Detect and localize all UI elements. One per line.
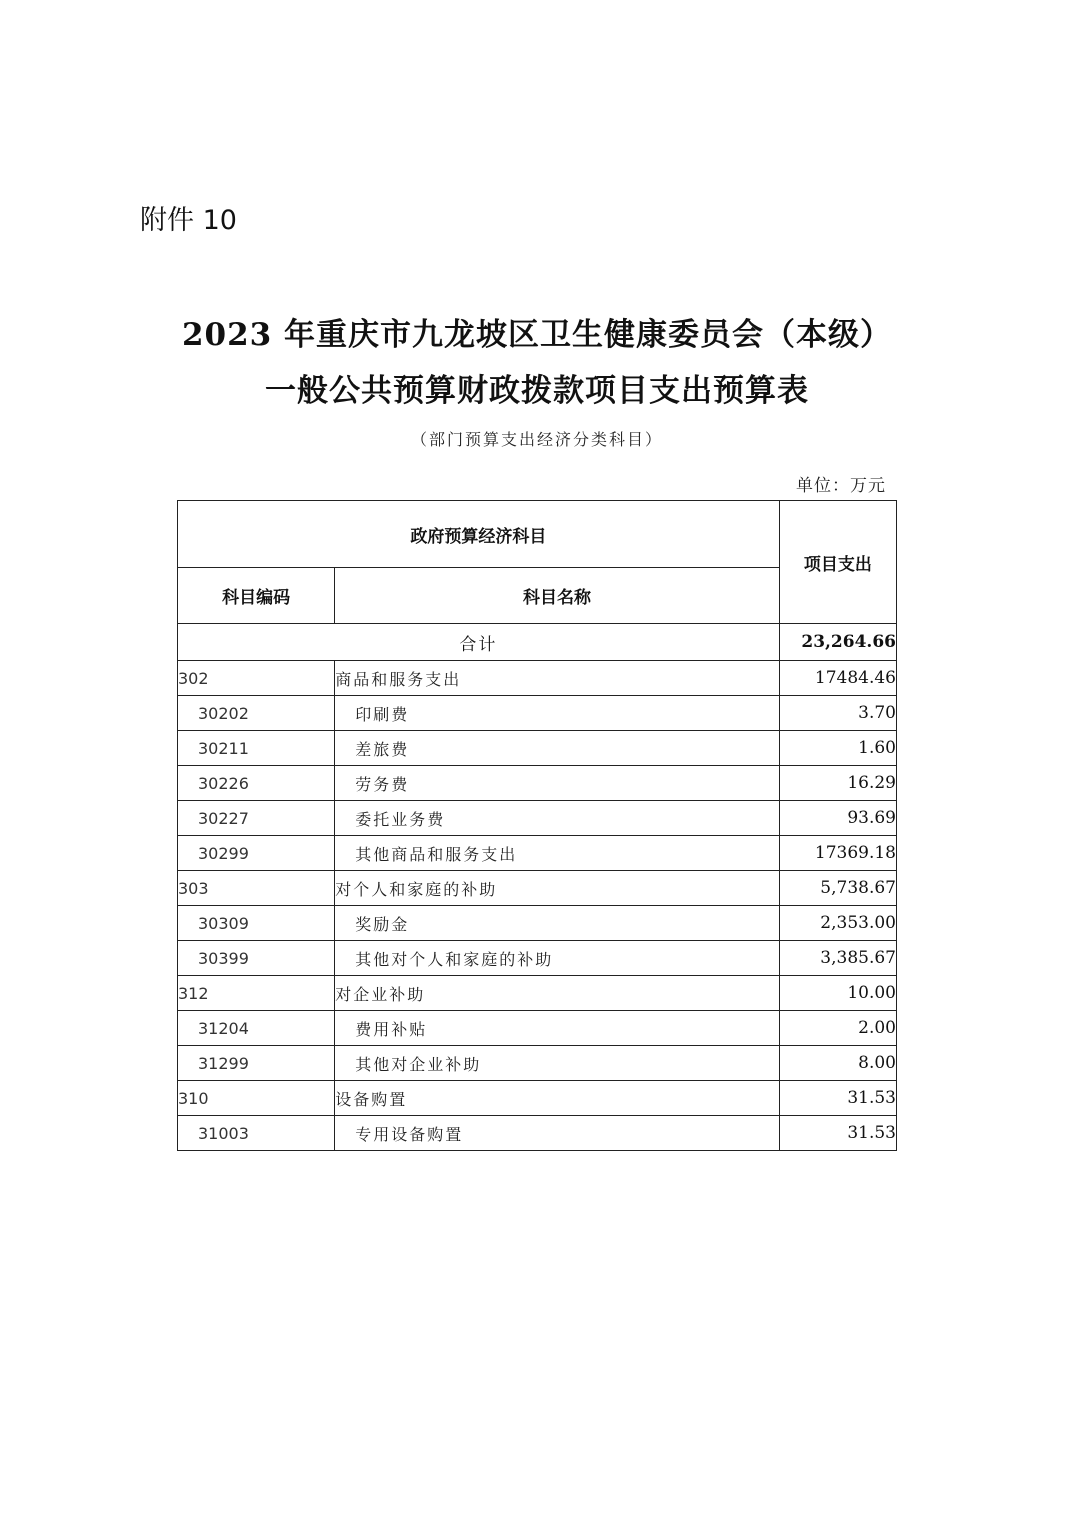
- table-row: [178, 871, 897, 906]
- row-code: 30226: [178, 766, 335, 801]
- row-name: 设备购置: [335, 1081, 780, 1116]
- total-amount: 23,264.66: [779, 624, 896, 661]
- row-amount: 1.60: [779, 731, 896, 766]
- table-row: [178, 1116, 897, 1151]
- row-name: 商品和服务支出: [335, 661, 780, 696]
- row-name: 对个人和家庭的补助: [335, 871, 780, 906]
- row-name: 差旅费: [335, 731, 780, 766]
- table-row: [178, 941, 897, 976]
- row-code: 30227: [178, 801, 335, 836]
- name-header: 科目名称: [335, 568, 780, 624]
- table-row: [178, 731, 897, 766]
- table-row: [178, 1011, 897, 1046]
- row-code: 30309: [178, 906, 335, 941]
- row-amount: 31.53: [779, 1116, 896, 1151]
- row-name: 专用设备购置: [335, 1116, 780, 1151]
- row-code: 31204: [178, 1011, 335, 1046]
- row-code: 30299: [178, 836, 335, 871]
- table-row: [178, 976, 897, 1011]
- row-name: 其他商品和服务支出: [335, 836, 780, 871]
- table-row: [178, 801, 897, 836]
- row-amount: 8.00: [779, 1046, 896, 1081]
- table-row: [178, 766, 897, 801]
- row-amount: 3.70: [779, 696, 896, 731]
- total-row: [178, 624, 897, 661]
- row-amount: 5,738.67: [779, 871, 896, 906]
- row-name: 其他对企业补助: [335, 1046, 780, 1081]
- row-amount: 16.29: [779, 766, 896, 801]
- table-row: [178, 696, 897, 731]
- row-code: 302: [178, 661, 335, 696]
- row-code: 30202: [178, 696, 335, 731]
- row-code: 31003: [178, 1116, 335, 1151]
- row-name: 奖励金: [335, 906, 780, 941]
- total-label: 合计: [178, 624, 780, 661]
- row-code: 30211: [178, 731, 335, 766]
- group-header: 政府预算经济科目: [178, 501, 780, 568]
- document-title-line-1: 2023 年重庆市九龙坡区卫生健康委员会（本级）: [181, 317, 893, 353]
- unit-label: 单位：万元: [796, 476, 886, 496]
- row-name: 印刷费: [335, 696, 780, 731]
- row-name: 其他对个人和家庭的补助: [335, 941, 780, 976]
- row-amount: 93.69: [779, 801, 896, 836]
- row-amount: 2,353.00: [779, 906, 896, 941]
- row-code: 31299: [178, 1046, 335, 1081]
- row-amount: 17484.46: [779, 661, 896, 696]
- row-code: 312: [178, 976, 335, 1011]
- row-code: 30399: [178, 941, 335, 976]
- row-name: 劳务费: [335, 766, 780, 801]
- budget-table: [177, 500, 897, 1151]
- row-amount: 17369.18: [779, 836, 896, 871]
- row-name: 委托业务费: [335, 801, 780, 836]
- table-row: [178, 1046, 897, 1081]
- table-row: [178, 661, 897, 696]
- row-code: 303: [178, 871, 335, 906]
- attachment-label: 附件 10: [140, 205, 237, 236]
- row-amount: 10.00: [779, 976, 896, 1011]
- amount-header: 项目支出: [779, 501, 896, 624]
- table-row: [178, 836, 897, 871]
- code-header: 科目编码: [178, 568, 335, 624]
- row-name: 对企业补助: [335, 976, 780, 1011]
- row-amount: 2.00: [779, 1011, 896, 1046]
- document-subtitle: （部门预算支出经济分类科目）: [410, 430, 663, 449]
- row-name: 费用补贴: [335, 1011, 780, 1046]
- document-title-line-2: 一般公共预算财政拨款项目支出预算表: [265, 373, 809, 409]
- table-row: [178, 1081, 897, 1116]
- table-row: [178, 906, 897, 941]
- row-amount: 31.53: [779, 1081, 896, 1116]
- row-amount: 3,385.67: [779, 941, 896, 976]
- row-code: 310: [178, 1081, 335, 1116]
